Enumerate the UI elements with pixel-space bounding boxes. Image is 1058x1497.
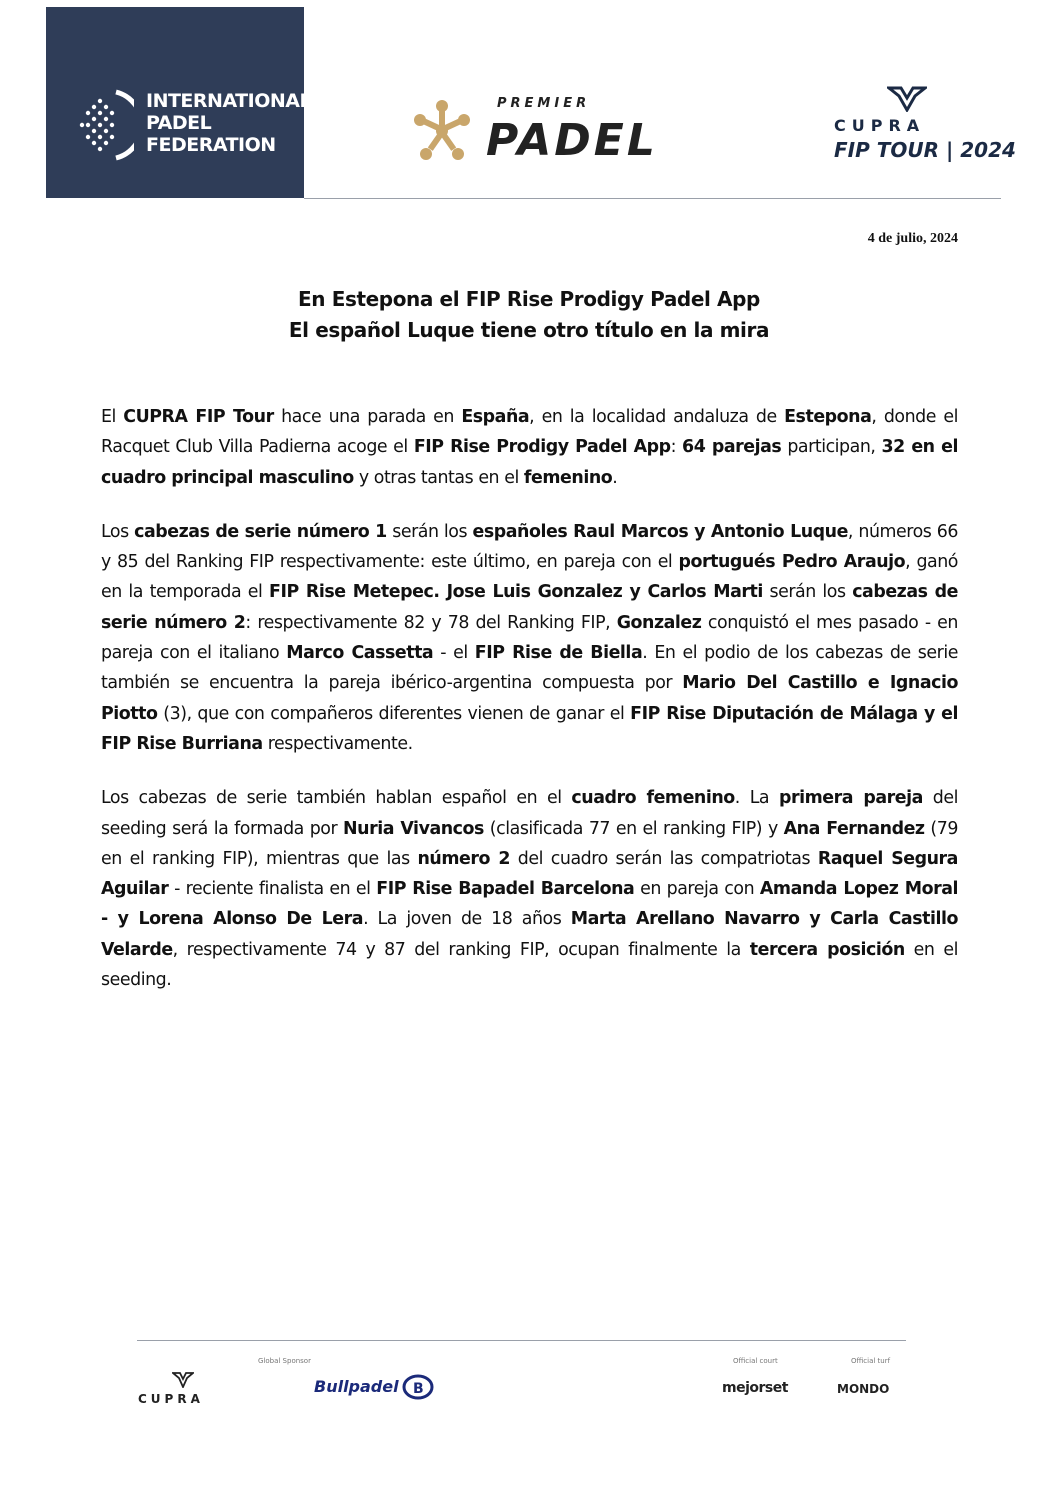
- body-text: Los cabezas de serie también hablan español en el: [101, 788, 572, 809]
- emphasis-text: 64 parejas: [682, 437, 782, 458]
- premier-label: PREMIER: [497, 96, 591, 111]
- official-court-label: Official court: [733, 1357, 778, 1365]
- footer-cupra-emblem-icon: [172, 1372, 194, 1388]
- emphasis-text: españoles Raul Marcos y Antonio Luque: [472, 521, 848, 542]
- ipf-wordmark: [146, 90, 311, 156]
- emphasis-text: España: [461, 407, 530, 427]
- premier-padel-star-icon: [412, 98, 472, 164]
- body-text: participan,: [781, 437, 882, 458]
- body-text: serán los: [762, 582, 853, 603]
- body-text: y otras tantas en el: [353, 467, 524, 488]
- emphasis-text: Raquel Segura Aguilar: [101, 848, 958, 900]
- body-text: :: [670, 437, 683, 458]
- body-text: : respectivamente 82 y 78 del Ranking FIP,: [245, 612, 617, 633]
- emphasis-text: portugués Pedro Araujo: [678, 552, 906, 573]
- emphasis-text: FIP Rise de Biella: [474, 643, 643, 664]
- bullpadel-mark-icon: [402, 1374, 434, 1400]
- emphasis-text: FIP Rise Metepec. Jose Luis Gonzalez y Carlos Marti: [269, 582, 763, 603]
- emphasis-text: Gonzalez: [616, 612, 702, 633]
- mejorset-logo: mejorset: [722, 1380, 788, 1396]
- emphasis-text: FIP Rise Bapadel Barcelona: [376, 879, 635, 900]
- emphasis-text: Amanda Lopez Moral - y Lorena Alonso De Lera: [101, 879, 959, 930]
- svg-text:B: B: [413, 1381, 424, 1397]
- emphasis-text: FIP Rise Prodigy Padel App: [413, 437, 671, 458]
- body-text: . La joven de 18 años: [363, 909, 571, 930]
- header-divider: [304, 198, 1001, 199]
- emphasis-text: Mario Del Castillo e Ignacio Piotto: [101, 673, 958, 724]
- emphasis-text: femenino: [523, 467, 613, 488]
- emphasis-text: CUPRA FIP Tour: [123, 407, 274, 427]
- emphasis-text: Ana Fernandez: [783, 818, 925, 839]
- press-date: 4 de julio, 2024: [867, 231, 958, 246]
- official-turf-label: Official turf: [851, 1357, 891, 1365]
- emphasis-text: número 2: [417, 848, 510, 869]
- body-text: en el seeding.: [101, 939, 959, 991]
- body-text: . La: [734, 788, 779, 809]
- body-text: . En el podio de los cabezas de serie también se encuentra la pareja ibérico-argentina compuesta por: [101, 643, 958, 694]
- mondo-logo: MONDO: [837, 1382, 890, 1396]
- press-title: [100, 284, 958, 346]
- global-sponsor-label: Global Sponsor: [258, 1357, 311, 1365]
- body-text: - reciente finalista en el: [168, 879, 377, 900]
- body-text: , donde el Racquet Club Villa Padierna acoge el: [101, 407, 959, 458]
- cupra-header-wordmark: CUPRA: [834, 116, 926, 135]
- ipf-line-2: PADEL: [146, 112, 212, 134]
- body-text: del cuadro serán las compatriotas: [509, 848, 818, 869]
- body-paragraph-3: [101, 783, 958, 995]
- emphasis-text: primera pareja: [778, 788, 923, 809]
- title-line-2: El español Luque tiene otro título en la mira: [288, 318, 770, 342]
- bullpadel-logo: Bullpadel: [314, 1377, 399, 1396]
- fip-tour-2024-label: FIP TOUR | 2024: [834, 138, 1016, 162]
- press-body: [101, 402, 958, 1019]
- emphasis-text: Nuria Vivancos: [343, 818, 484, 839]
- emphasis-text: tercera posición: [749, 939, 905, 960]
- body-paragraph-2: [101, 517, 958, 759]
- padel-label: PADEL: [486, 115, 658, 166]
- body-text: serán los: [386, 521, 473, 542]
- body-text: (79 en el ranking FIP), mientras que las: [101, 818, 958, 869]
- body-paragraph-1: [101, 402, 958, 493]
- body-text: conquistó el mes pasado - en pareja con el italiano: [101, 612, 958, 664]
- emphasis-text: cabezas de serie número 2: [101, 582, 958, 633]
- footer-divider: [137, 1340, 906, 1341]
- footer-cupra-logo: CUPRA: [138, 1392, 204, 1406]
- body-text: respectivamente.: [262, 733, 413, 754]
- cupra-emblem-icon: [887, 86, 927, 112]
- body-text: hace una parada en: [273, 407, 462, 427]
- body-text: (3), que con compañeros diferentes vienen de ganar el: [157, 703, 631, 724]
- emphasis-text: Estepona: [784, 407, 872, 427]
- ipf-line-3: FEDERATION: [146, 134, 276, 156]
- title-line-1: En Estepona el FIP Rise Prodigy Padel App: [298, 287, 760, 311]
- body-text: , ganó en la temporada el: [101, 552, 958, 603]
- body-text: , en la localidad andaluza de: [529, 407, 785, 427]
- ipf-ball-icon: [76, 88, 134, 162]
- emphasis-text: 32 en el cuadro principal masculino: [101, 437, 958, 488]
- body-text: Los: [101, 521, 135, 542]
- body-text: del seeding será la formada por: [101, 788, 958, 839]
- emphasis-text: Marta Arellano Navarro y Carla Castillo Velarde: [101, 909, 958, 960]
- body-text: , números 66 y 85 del Ranking FIP respectivamente: este último, en pareja con el: [101, 521, 958, 573]
- body-text: - el: [433, 643, 475, 664]
- emphasis-text: FIP Rise Diputación de Málaga y el FIP Rise Burriana: [101, 703, 959, 754]
- emphasis-text: cabezas de serie número 1: [134, 521, 387, 542]
- body-text: El: [101, 407, 124, 427]
- body-text: .: [612, 467, 618, 488]
- body-text: , respectivamente 74 y 87 del ranking FIP, ocupan finalmente la: [172, 939, 750, 960]
- emphasis-text: Marco Cassetta: [286, 643, 434, 664]
- body-text: (clasificada 77 en el ranking FIP) y: [483, 818, 784, 839]
- emphasis-text: cuadro femenino: [571, 788, 735, 809]
- ipf-line-1: INTERNATIONAL: [146, 90, 312, 112]
- body-text: en pareja con: [634, 879, 760, 900]
